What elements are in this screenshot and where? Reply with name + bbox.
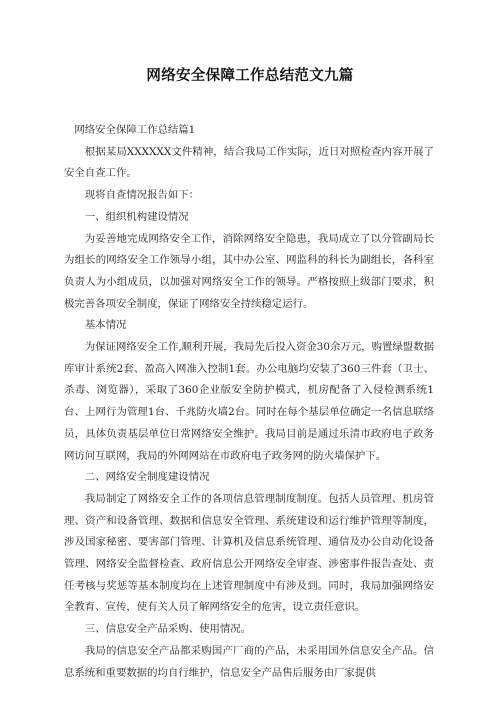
paragraph: 现将自查情况报告如下： — [84, 189, 200, 202]
subheading: 二、网络安全制度建设情况 — [84, 471, 210, 484]
section-heading: 网络安全保障工作总结篇1 — [74, 124, 196, 136]
paragraph: 为妥善地完成网络安全工作，消除网络安全隐患，我局成立了以分管副局长为组长的网络安全工作领导小组，其中办公室、网监科的科长为副组长，各科室负责人为小组成员，以加强对网络安全工作的领导。严格按照上级部门要求，积极完善各项安全制度，保证了网络安全持续稳定运行。 — [64, 232, 434, 310]
paragraph: 根据某局XXXXXX文件精神，结合我局工作实际，近日对照检查内容开展了安全自查工作。 — [64, 145, 434, 180]
document-body — [64, 120, 434, 684]
subheading: 三、信息安全产品采购、使用情况。 — [84, 623, 252, 636]
paragraph: 为保证网络安全工作,顺利开展，我局先后投入资金30余万元，购置绿盟数据库审计系统2套、盈高入网准入控制1套。办公电脑均安装了360三件套（卫士、杀毒、浏览器），采取了360企业版安全防护模式，机房配备了入侵检测系统1台、上网行为管理1台、千兆防火墙2台。同时在每个基层单位确定一名信息联络员，具体负责基层单位日常网络安全维护。我局目前是通过乐清市政府电子政务网访问互联网，我局的外网网站在市政府电子政务网的防火墙保护下。 — [64, 341, 434, 462]
subheading: 基本情况 — [84, 319, 127, 332]
subheading: 一、组织机构建设情况 — [84, 210, 189, 223]
paragraph: 我局制定了网络安全工作的各项信息管理制度制度。包括人员管理、机房管理、资产和设备管理、数据和信息安全管理、系统建设和运行维护管理等制度，涉及国家秘密、要害部门管理、计算机及信息系统管理、通信及办公自动化设备管理、网络安全监督检查、政府信息公开网络安全审查、涉密事件报告查处、责任考核与奖惩等基本制度均在上述管理制度中有涉及到。同时，我局加强网络安全教育、宣传，使有关人员了解网络安全的危害，设立责任意识。 — [64, 492, 434, 614]
paragraph: 我局的信息安全产品都采购国产厂商的产品，未采用国外信息安全产品。信息系统和重要数据的均自行维护，信息安全产品售后服务由厂家提供 — [64, 644, 434, 679]
document-title: 网络安全保障工作总结范文九篇 — [146, 68, 354, 84]
